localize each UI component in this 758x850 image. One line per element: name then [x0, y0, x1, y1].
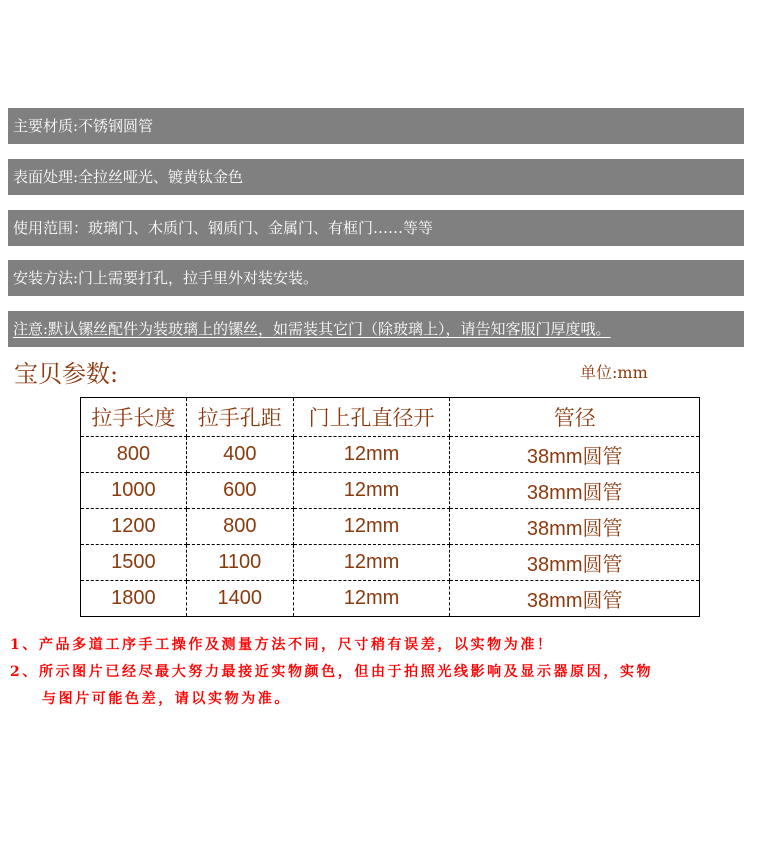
- cell-spacing: 800: [186, 509, 293, 545]
- table-row: [81, 473, 700, 509]
- surface-bar: [8, 159, 744, 195]
- cell-hole: 12mm: [293, 581, 450, 617]
- cell-hole: 12mm: [293, 545, 450, 581]
- table-row: [81, 509, 700, 545]
- header-hole-spacing: 拉手孔距: [186, 398, 293, 437]
- cell-tube: 38mm圆管: [450, 437, 700, 473]
- params-title: 宝贝参数:: [14, 360, 119, 388]
- header-handle-length: 拉手长度: [81, 398, 187, 437]
- cell-spacing: 1100: [186, 545, 293, 581]
- cell-tube: 38mm圆管: [450, 473, 700, 509]
- note-line-1: 1、产品多道工序手工操作及测量方法不同，尺寸稍有误差，以实物为准！: [10, 637, 554, 653]
- note-line-3: 与图片可能色差，请以实物为准。: [42, 691, 291, 707]
- note-line-2: 2、所示图片已经尽最大努力最接近实物颜色，但由于拍照光线影响及显示器原因，实物: [10, 664, 654, 680]
- header-door-hole-diameter: 门上孔直径开: [293, 398, 450, 437]
- surface-text: 表面处理:全拉丝哑光、镀黄钛金色: [13, 168, 244, 186]
- cell-tube: 38mm圆管: [450, 545, 700, 581]
- notice-text: 注意:默认镙丝配件为装玻璃上的镙丝，如需装其它门（除玻璃上），请告知客服门厚度哦。: [13, 320, 611, 338]
- cell-length: 1000: [81, 473, 187, 509]
- cell-length: 1800: [81, 581, 187, 617]
- cell-tube: 38mm圆管: [450, 581, 700, 617]
- material-bar: [8, 108, 744, 144]
- cell-spacing: 600: [186, 473, 293, 509]
- disclaimer-notes: [10, 632, 653, 713]
- cell-spacing: 1400: [186, 581, 293, 617]
- install-text: 安装方法:门上需要打孔，拉手里外对装安装。: [13, 269, 319, 287]
- header-tube-diameter: 管径: [450, 398, 700, 437]
- table-row: [81, 545, 700, 581]
- unit-label: 单位:mm: [580, 363, 648, 382]
- material-text: 主要材质:不锈钢圆管: [13, 117, 154, 135]
- cell-length: 1200: [81, 509, 187, 545]
- table-header-row: [81, 398, 700, 437]
- usage-bar: [8, 210, 744, 246]
- cell-length: 1500: [81, 545, 187, 581]
- cell-hole: 12mm: [293, 473, 450, 509]
- cell-hole: 12mm: [293, 509, 450, 545]
- install-bar: [8, 260, 744, 296]
- usage-text: 使用范围：玻璃门、木质门、钢质门、金属门、有框门……等等: [13, 219, 434, 237]
- cell-spacing: 400: [186, 437, 293, 473]
- table-row: [81, 437, 700, 473]
- notice-bar: [8, 311, 744, 347]
- cell-length: 800: [81, 437, 187, 473]
- table-row: [81, 581, 700, 617]
- cell-tube: 38mm圆管: [450, 509, 700, 545]
- spec-table: [80, 397, 700, 617]
- cell-hole: 12mm: [293, 437, 450, 473]
